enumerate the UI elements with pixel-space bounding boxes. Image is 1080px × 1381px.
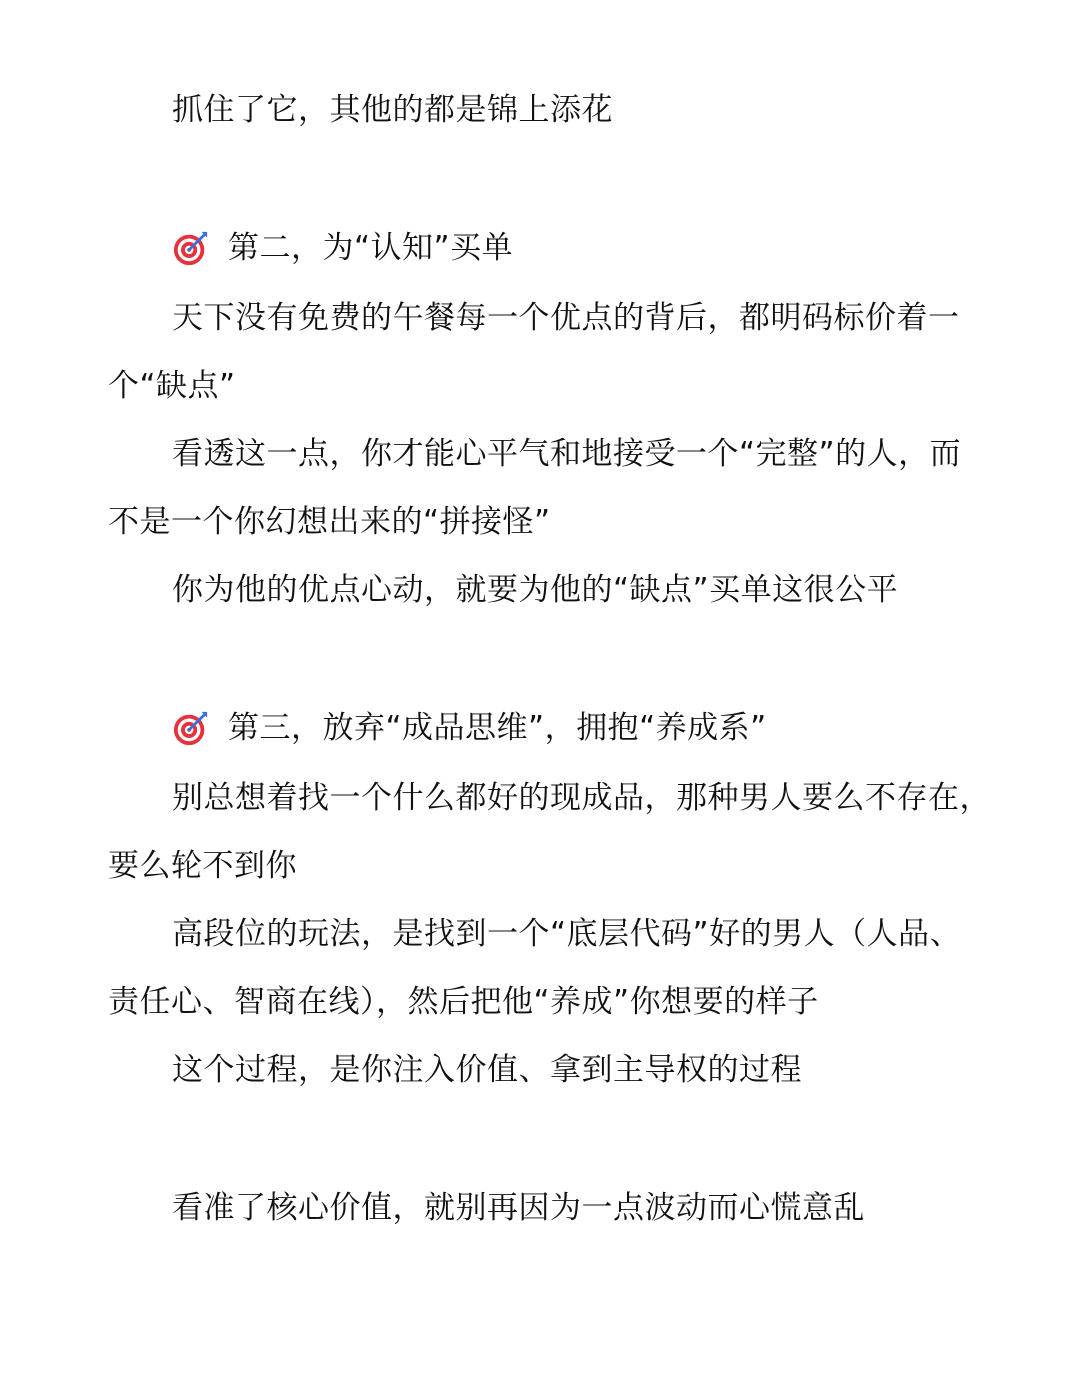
section2-para2-line1: 看透这一点，你才能心平气和地接受一个“完整”的人，而 <box>172 436 962 472</box>
section-heading-2-text: 第二，为“认知”买单 <box>228 230 514 266</box>
section-heading-3-text: 第三，放弃“成品思维”，拥抱“养成系” <box>228 710 767 746</box>
section3-para2-line2: 责任心、智商在线），然后把他“养成”你想要的样子 <box>108 984 819 1020</box>
section3-para3: 这个过程，是你注入价值、拿到主导权的过程 <box>172 1052 802 1088</box>
closing-paragraph: 看准了核心价值，就别再因为一点波动而心慌意乱 <box>172 1190 865 1226</box>
section3-para1-line2: 要么轮不到你 <box>108 848 297 884</box>
section3-para2-line1: 高段位的玩法，是找到一个“底层代码”好的男人（人品、 <box>172 916 962 952</box>
section-heading-3 <box>172 694 1062 762</box>
section2-para1-line2: 个“缺点” <box>108 368 236 404</box>
target-icon <box>172 709 210 747</box>
paragraph-intro: 抓住了它，其他的都是锦上添花 <box>172 92 613 128</box>
section-heading-2 <box>172 214 1062 282</box>
target-icon <box>172 229 210 267</box>
section2-para1-line1: 天下没有免费的午餐每一个优点的背后，都明码标价着一 <box>172 300 960 336</box>
section2-para2-line2: 不是一个你幻想出来的“拼接怪” <box>108 504 551 540</box>
section2-para3: 你为他的优点心动，就要为他的“缺点”买单这很公平 <box>172 572 899 608</box>
section3-para1-line1: 别总想着找一个什么都好的现成品，那种男人要么不存在， <box>172 780 991 816</box>
